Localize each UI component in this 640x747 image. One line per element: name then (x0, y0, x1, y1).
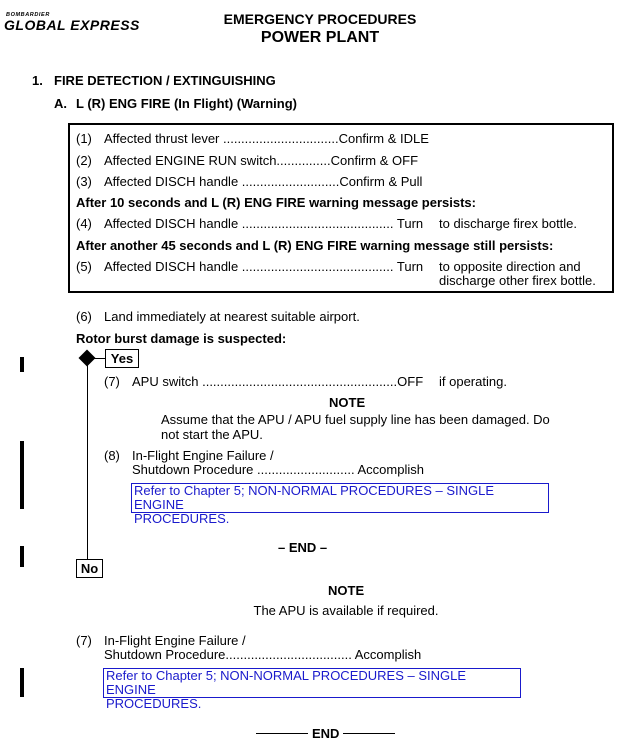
reference-text: Refer to Chapter 5; NON-NORMAL PROCEDURES – SINGLE ENGINE (134, 483, 495, 512)
step-text: APU switch ......................................................OFF (132, 374, 424, 389)
flow-line (87, 358, 88, 560)
note-text: Assume that the APU / APU fuel supply line has been damaged. Do (161, 412, 550, 427)
section-title: FIRE DETECTION / EXTINGUISHING (54, 73, 276, 88)
reference-text: PROCEDURES. (106, 696, 202, 711)
note-text: not start the APU. (161, 427, 263, 442)
step-text: Shutdown Procedure................................... Accomplish (104, 647, 422, 662)
step-text: Affected DISCH handle .......................................... Turn (104, 259, 424, 274)
procedure-letter: A. (54, 96, 67, 111)
change-bar (20, 546, 24, 567)
note-text: The APU is available if required. (253, 603, 439, 618)
step-number: (6) (76, 309, 92, 324)
step-number: (2) (76, 153, 92, 168)
reference-text: PROCEDURES. (134, 511, 230, 526)
step-note: discharge other firex bottle. (439, 273, 596, 288)
step-text: Land immediately at nearest suitable airport. (104, 309, 360, 324)
no-label: No (76, 559, 103, 578)
step-text: Shutdown Procedure ........................... Accomplish (132, 462, 424, 477)
page-title: EMERGENCY PROCEDURES (223, 11, 417, 27)
change-bar (20, 357, 24, 372)
end-rule (256, 733, 308, 734)
step-text: Affected thrust lever ................................Confirm & IDLE (104, 131, 429, 146)
step-text: Affected DISCH handle ...........................Confirm & Pull (104, 174, 423, 189)
step-number: (3) (76, 174, 92, 189)
chapter-reference-link[interactable] (103, 668, 521, 711)
step-number: (1) (76, 131, 92, 146)
chapter-reference-link[interactable] (131, 483, 549, 526)
step-text: In-Flight Engine Failure / (132, 448, 274, 463)
step-note: to discharge firex bottle. (439, 216, 578, 231)
step-note: if operating. (439, 374, 507, 389)
condition-text: After another 45 seconds and L (R) ENG FIRE warning message still persists: (76, 238, 554, 253)
end-rule (343, 733, 395, 734)
logo-bombardier: BOMBARDIER (6, 12, 50, 18)
decision-diamond-icon (79, 350, 96, 367)
end-marker: – END – (278, 540, 328, 555)
step-number: (8) (104, 448, 120, 463)
step-number: (7) (104, 374, 120, 389)
logo-global-express: GLOBAL EXPRESS (4, 17, 140, 33)
step-text: In-Flight Engine Failure / (104, 633, 246, 648)
yes-label: Yes (105, 349, 139, 368)
step-number: (4) (76, 216, 92, 231)
change-bar (20, 668, 24, 697)
step-number: (7) (76, 633, 92, 648)
step-text: Affected DISCH handle .......................................... Turn (104, 216, 424, 231)
step-number: (5) (76, 259, 92, 274)
procedure-title: L (R) ENG FIRE (In Flight) (Warning) (76, 96, 297, 111)
note-title: NOTE (328, 583, 365, 598)
decision-question: Rotor burst damage is suspected: (76, 331, 287, 346)
page-subtitle: POWER PLANT (260, 29, 380, 46)
end-marker: END (312, 726, 340, 741)
step-note: to opposite direction and (439, 259, 581, 274)
condition-text: After 10 seconds and L (R) ENG FIRE warning message persists: (76, 195, 476, 210)
section-number: 1. (32, 73, 43, 88)
change-bar (20, 441, 24, 509)
reference-text: Refer to Chapter 5; NON-NORMAL PROCEDURES – SINGLE ENGINE (106, 668, 467, 697)
step-text: Affected ENGINE RUN switch...............Confirm & OFF (104, 153, 419, 168)
note-title: NOTE (329, 395, 366, 410)
